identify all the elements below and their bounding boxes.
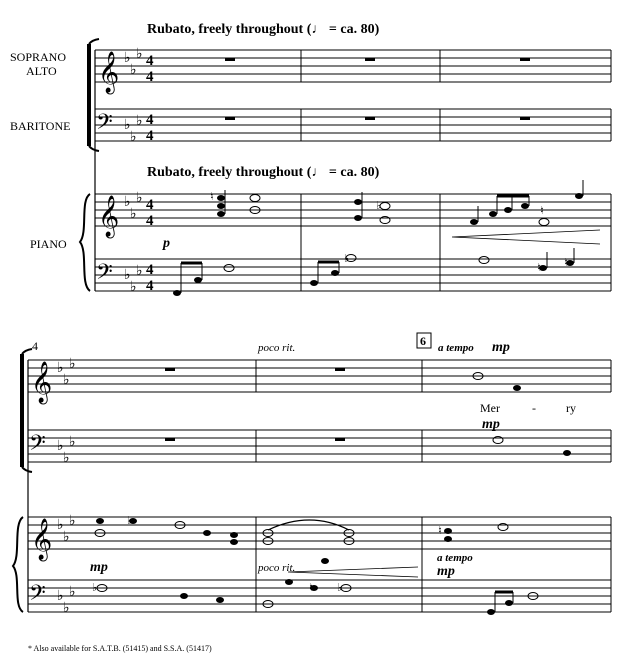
lyric-mer: Mer (480, 401, 500, 415)
svg-text:♭: ♭ (130, 62, 137, 78)
a-tempo-marking: a tempo (438, 342, 474, 354)
time-sig-bottom: 4 (146, 128, 154, 144)
svg-text:♭: ♭ (127, 514, 133, 527)
svg-text:♭: ♭ (136, 113, 143, 129)
svg-text:𝄞: 𝄞 (31, 362, 53, 403)
svg-text:♭: ♭ (69, 434, 76, 450)
staff-piano-treble-1 (95, 194, 611, 226)
time-sig-bottom: 4 (146, 278, 154, 294)
time-sig-top: 4 (146, 262, 154, 278)
staff-piano-bass-2 (28, 580, 611, 612)
staff-soprano-alto-2 (28, 360, 611, 392)
svg-text:♭: ♭ (376, 199, 382, 212)
svg-text:♭: ♭ (69, 513, 76, 529)
footnote: * Also available for S.A.T.B. (51415) and S.S.A. (51417) (28, 644, 212, 653)
staff-baritone-1 (95, 109, 611, 141)
staff-piano-bass-1 (95, 259, 611, 291)
svg-text:♮: ♮ (564, 256, 568, 269)
svg-text:♮: ♮ (309, 581, 313, 594)
staff-piano-treble-2 (28, 517, 611, 549)
svg-text:♭: ♭ (63, 600, 70, 616)
tempo-marking-choir: Rubato, freely throughout (♩ = ca. 80) (147, 22, 380, 37)
dynamic-piano-mp: mp (90, 560, 108, 575)
svg-text:♭: ♭ (136, 190, 143, 206)
piano-poco-rit: poco rit. (258, 562, 296, 574)
label-baritone: BARITONE (10, 119, 71, 133)
piano-brace-1 (80, 194, 90, 291)
svg-text:♭: ♭ (130, 279, 137, 295)
svg-text:𝄞: 𝄞 (98, 196, 120, 237)
time-sig-bottom: 4 (146, 213, 154, 229)
svg-text:♮: ♮ (540, 204, 544, 217)
time-sig-top: 4 (146, 197, 154, 213)
rehearsal-mark: 6 (420, 334, 426, 348)
time-sig-top: 4 (146, 53, 154, 69)
svg-text:♭: ♭ (69, 356, 76, 372)
svg-text:♮: ♮ (210, 190, 214, 203)
svg-text:♭: ♭ (63, 450, 70, 466)
svg-text:♭: ♭ (124, 194, 131, 210)
svg-text:♭: ♭ (337, 581, 343, 594)
svg-text:♭: ♭ (130, 206, 137, 222)
svg-text:♭: ♭ (136, 46, 143, 62)
svg-text:♭: ♭ (124, 117, 131, 133)
svg-text:♭: ♭ (63, 372, 70, 388)
tempo-marking-piano: Rubato, freely throughout (♩ = ca. 80) (147, 165, 380, 180)
piano-dynamic-mp: mp (437, 564, 455, 579)
svg-text:𝄢: 𝄢 (96, 260, 113, 290)
svg-text:♭: ♭ (124, 50, 131, 66)
svg-text:♮: ♮ (438, 524, 442, 537)
svg-text:♭: ♭ (92, 581, 98, 594)
svg-text:♭: ♭ (57, 438, 64, 454)
svg-text:♭: ♭ (130, 129, 137, 145)
svg-text:♮: ♮ (537, 261, 541, 274)
svg-text:𝄢: 𝄢 (29, 581, 46, 611)
dynamic-soprano-alto: mp (492, 340, 510, 355)
dynamic-piano: p (163, 236, 170, 251)
svg-text:𝄞: 𝄞 (98, 52, 120, 93)
time-sig-top: 4 (146, 112, 154, 128)
svg-text:𝄞: 𝄞 (31, 519, 53, 560)
lyric-ry: ry (566, 401, 576, 415)
svg-text:𝄢: 𝄢 (96, 110, 113, 140)
svg-text:♭: ♭ (63, 529, 70, 545)
label-soprano: SOPRANO (10, 50, 67, 64)
svg-text:♭: ♭ (124, 267, 131, 283)
svg-text:♭: ♭ (344, 252, 350, 265)
piano-brace-2 (13, 517, 23, 612)
poco-rit-marking: poco rit. (258, 342, 296, 354)
time-sig-bottom: 4 (146, 69, 154, 85)
svg-text:♭: ♭ (57, 360, 64, 376)
svg-text:♭: ♭ (57, 588, 64, 604)
piano-a-tempo: a tempo (437, 552, 473, 564)
measure-number: 4 (32, 339, 38, 353)
svg-text:♭: ♭ (69, 584, 76, 600)
svg-text:♭: ♭ (136, 263, 143, 279)
svg-text:♭: ♭ (57, 517, 64, 533)
label-alto: ALTO (26, 64, 57, 78)
staff-soprano-alto-1 (95, 50, 611, 82)
lyric-hyphen: - (532, 401, 536, 415)
staff-baritone-2 (28, 430, 611, 462)
label-piano: PIANO (30, 237, 67, 251)
svg-text:𝄢: 𝄢 (29, 431, 46, 461)
dynamic-baritone: mp (482, 417, 500, 432)
